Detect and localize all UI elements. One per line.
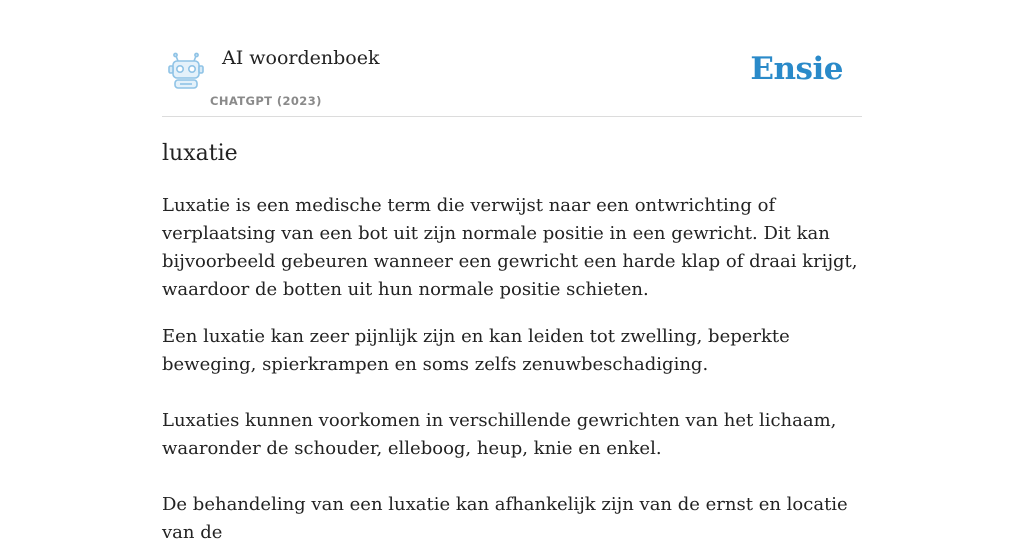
source-title[interactable]: AI woordenboek — [222, 47, 380, 69]
entry-definition — [162, 192, 862, 547]
robot-icon — [166, 52, 206, 90]
definition-paragraph: De behandeling van een luxatie kan afhankelijk zijn van de ernst en locatie van de — [162, 494, 848, 543]
page-container — [162, 0, 862, 543]
definition-paragraph: Een luxatie kan zeer pijnlijk zijn en kan leiden tot zwelling, beperkte beweging, spierkrampen en soms zelfs zenuwbeschadiging. — [162, 326, 790, 375]
brand-logo[interactable]: Ensie — [750, 51, 843, 87]
entry-term: luxatie — [162, 141, 238, 166]
definition-paragraph: Luxaties kunnen voorkomen in verschillende gewrichten van het lichaam, waaronder de schouder, elleboog, heup, knie en enkel. — [162, 410, 837, 459]
source-header — [162, 0, 862, 117]
definition-paragraph: Luxatie is een medische term die verwijst naar een ontwrichting of verplaatsing van een bot uit zijn normale positie in een gewricht. Dit kan bijvoorbeeld gebeuren wanneer een gewricht een harde klap of draai krijgt, waardoor de botten uit hun normale positie schieten. — [162, 195, 858, 300]
source-meta: CHATGPT (2023) — [210, 94, 322, 108]
